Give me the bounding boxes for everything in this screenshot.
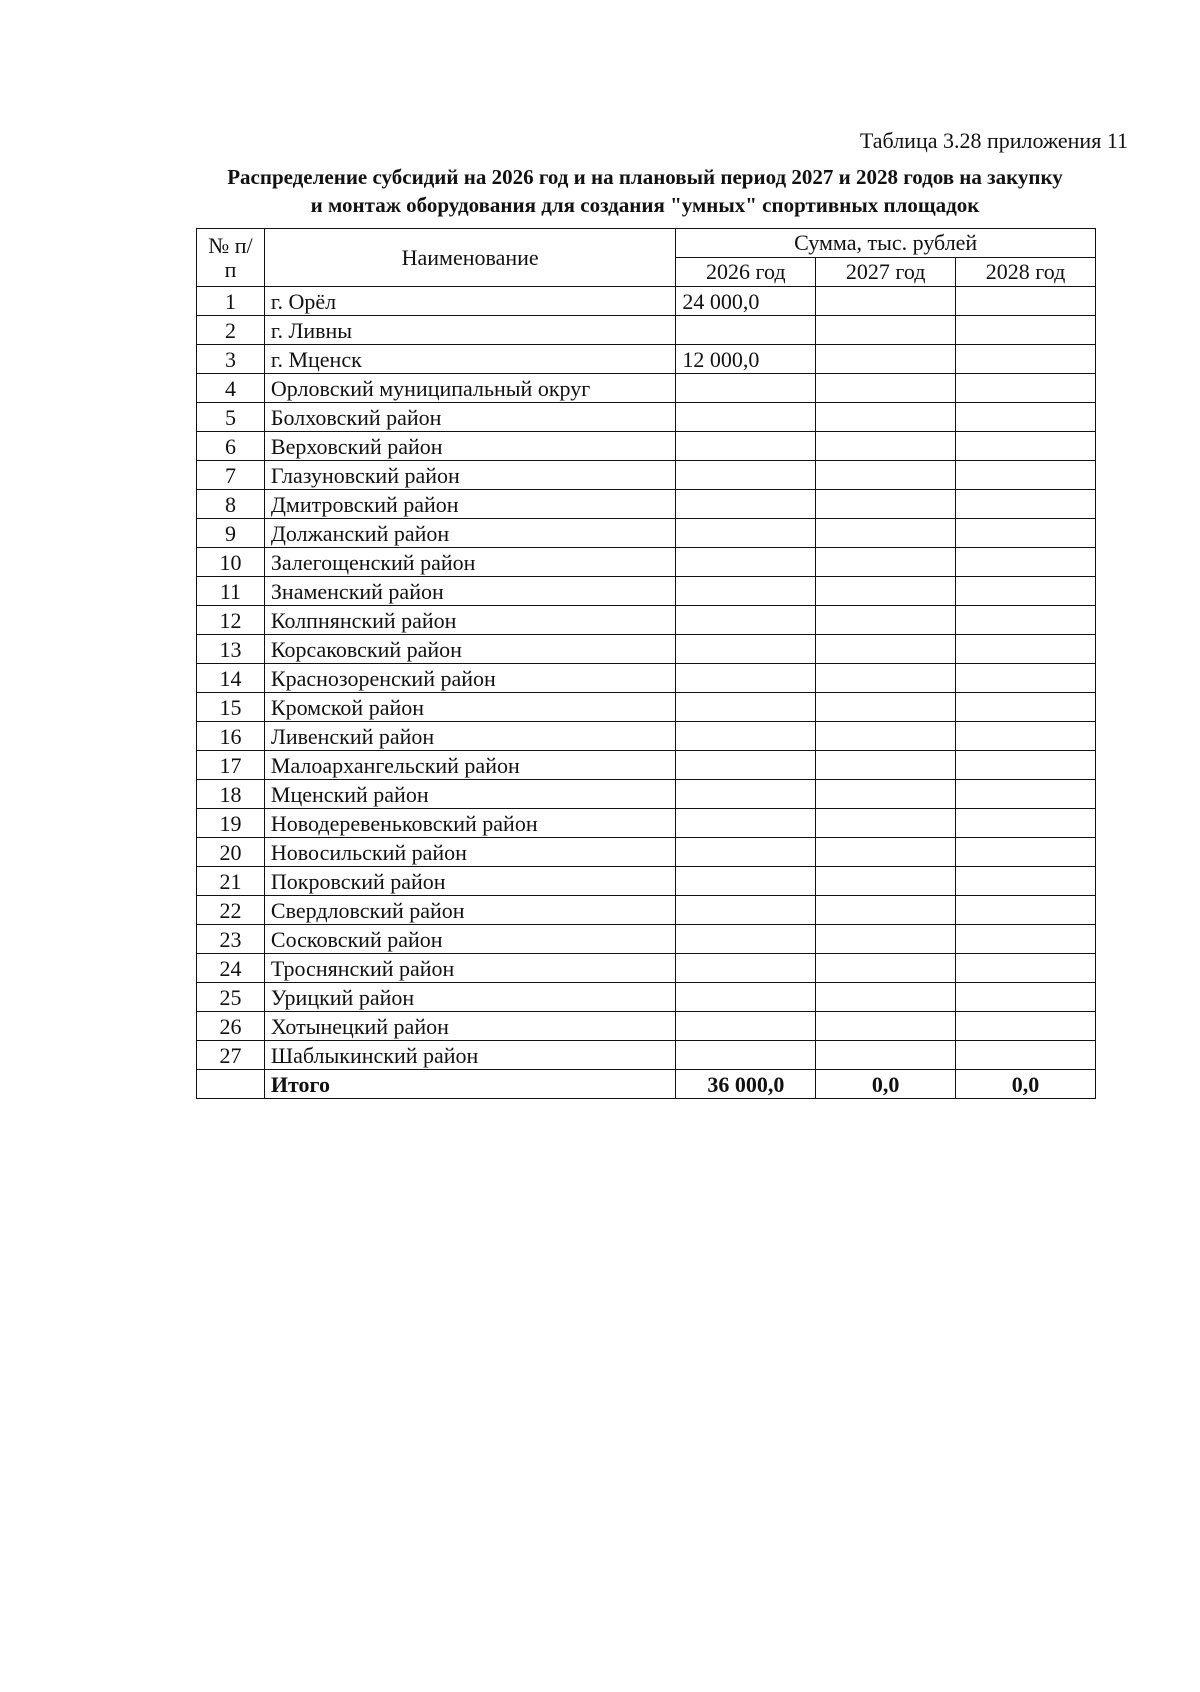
row-number: 23 <box>197 925 265 954</box>
total-row <box>197 1070 1096 1099</box>
row-name: Покровский район <box>264 867 675 896</box>
table-row <box>197 983 1096 1012</box>
row-number: 6 <box>197 432 265 461</box>
row-value-2028 <box>956 954 1096 983</box>
subsidy-table <box>196 228 1096 1099</box>
row-value-2027 <box>816 316 956 345</box>
row-value-2028 <box>956 1041 1096 1070</box>
table-row <box>197 1041 1096 1070</box>
row-value-2026 <box>676 664 816 693</box>
row-number: 12 <box>197 606 265 635</box>
row-number: 25 <box>197 983 265 1012</box>
row-number: 9 <box>197 519 265 548</box>
row-value-2026 <box>676 490 816 519</box>
row-name: Ливенский район <box>264 722 675 751</box>
row-value-2026 <box>676 925 816 954</box>
row-value-2027 <box>816 577 956 606</box>
row-value-2026 <box>676 577 816 606</box>
row-name: Урицкий район <box>264 983 675 1012</box>
row-number: 24 <box>197 954 265 983</box>
row-number: 19 <box>197 809 265 838</box>
row-value-2027 <box>816 548 956 577</box>
row-name: Глазуновский район <box>264 461 675 490</box>
row-number: 20 <box>197 838 265 867</box>
row-number: 15 <box>197 693 265 722</box>
row-value-2026 <box>676 954 816 983</box>
row-value-2028 <box>956 780 1096 809</box>
row-number: 26 <box>197 1012 265 1041</box>
row-value-2028 <box>956 316 1096 345</box>
row-number: 27 <box>197 1041 265 1070</box>
row-value-2026 <box>676 838 816 867</box>
row-name: Новодеревеньковский район <box>264 809 675 838</box>
total-2028: 0,0 <box>956 1070 1096 1099</box>
row-value-2027 <box>816 403 956 432</box>
row-name: Дмитровский район <box>264 490 675 519</box>
row-number: 10 <box>197 548 265 577</box>
table-row <box>197 374 1096 403</box>
row-value-2027 <box>816 519 956 548</box>
row-name: Новосильский район <box>264 838 675 867</box>
row-value-2028 <box>956 345 1096 374</box>
table-row <box>197 867 1096 896</box>
row-value-2026 <box>676 635 816 664</box>
row-number: 16 <box>197 722 265 751</box>
row-value-2027 <box>816 983 956 1012</box>
table-row <box>197 751 1096 780</box>
row-number: 18 <box>197 780 265 809</box>
table-row <box>197 780 1096 809</box>
row-value-2027 <box>816 606 956 635</box>
row-value-2028 <box>956 287 1096 316</box>
row-number: 4 <box>197 374 265 403</box>
row-value-2026 <box>676 519 816 548</box>
row-name: Краснозоренский район <box>264 664 675 693</box>
row-value-2028 <box>956 490 1096 519</box>
row-name: Должанский район <box>264 519 675 548</box>
row-number: 17 <box>197 751 265 780</box>
table-row <box>197 519 1096 548</box>
row-number: 13 <box>197 635 265 664</box>
table-row <box>197 316 1096 345</box>
table-row <box>197 954 1096 983</box>
row-value-2027 <box>816 1012 956 1041</box>
row-value-2026 <box>676 983 816 1012</box>
total-2027: 0,0 <box>816 1070 956 1099</box>
row-name: г. Ливны <box>264 316 675 345</box>
row-value-2027 <box>816 432 956 461</box>
row-number: 11 <box>197 577 265 606</box>
row-value-2027 <box>816 896 956 925</box>
row-value-2028 <box>956 432 1096 461</box>
row-value-2027 <box>816 287 956 316</box>
table-row <box>197 287 1096 316</box>
row-value-2026 <box>676 751 816 780</box>
table-row <box>197 896 1096 925</box>
row-value-2027 <box>816 809 956 838</box>
column-header-number: № п/п <box>197 229 265 287</box>
row-name: Мценский район <box>264 780 675 809</box>
row-value-2028 <box>956 693 1096 722</box>
row-number: 3 <box>197 345 265 374</box>
row-value-2028 <box>956 577 1096 606</box>
row-value-2028 <box>956 635 1096 664</box>
row-value-2026: 24 000,0 <box>676 287 816 316</box>
table-row <box>197 722 1096 751</box>
row-value-2026 <box>676 693 816 722</box>
title-line-2: и монтаж оборудования для создания "умных" спортивных площадок <box>310 193 980 217</box>
table-row <box>197 809 1096 838</box>
title-line-1: Распределение субсидий на 2026 год и на плановый период 2027 и 2028 годов на закупку <box>227 165 1063 189</box>
row-name: Свердловский район <box>264 896 675 925</box>
row-value-2027 <box>816 838 956 867</box>
row-number: 7 <box>197 461 265 490</box>
row-name: г. Орёл <box>264 287 675 316</box>
row-value-2028 <box>956 403 1096 432</box>
table-row <box>197 838 1096 867</box>
row-value-2027 <box>816 1041 956 1070</box>
table-row <box>197 548 1096 577</box>
row-value-2028 <box>956 896 1096 925</box>
row-value-2028 <box>956 606 1096 635</box>
row-value-2026 <box>676 809 816 838</box>
row-value-2026 <box>676 316 816 345</box>
row-number: 1 <box>197 287 265 316</box>
row-number: 22 <box>197 896 265 925</box>
row-value-2028 <box>956 519 1096 548</box>
table-reference: Таблица 3.28 приложения 11 <box>859 128 1128 153</box>
row-value-2027 <box>816 664 956 693</box>
table-row <box>197 606 1096 635</box>
row-value-2028 <box>956 664 1096 693</box>
row-value-2028 <box>956 751 1096 780</box>
table-body <box>197 287 1096 1070</box>
row-number: 14 <box>197 664 265 693</box>
row-number: 2 <box>197 316 265 345</box>
row-value-2027 <box>816 693 956 722</box>
row-value-2027 <box>816 722 956 751</box>
row-value-2028 <box>956 925 1096 954</box>
row-value-2027 <box>816 374 956 403</box>
row-value-2026 <box>676 461 816 490</box>
table-header <box>197 229 1096 287</box>
row-value-2027 <box>816 490 956 519</box>
total-number-cell <box>197 1070 265 1099</box>
row-name: Орловский муниципальный округ <box>264 374 675 403</box>
row-value-2026 <box>676 606 816 635</box>
row-value-2028 <box>956 983 1096 1012</box>
row-name: Верховский район <box>264 432 675 461</box>
row-name: Хотынецкий район <box>264 1012 675 1041</box>
row-name: Залегощенский район <box>264 548 675 577</box>
total-label: Итого <box>264 1070 675 1099</box>
row-value-2027 <box>816 635 956 664</box>
row-number: 21 <box>197 867 265 896</box>
row-value-2026 <box>676 548 816 577</box>
row-value-2026 <box>676 896 816 925</box>
row-value-2028 <box>956 461 1096 490</box>
row-value-2028 <box>956 809 1096 838</box>
row-value-2028 <box>956 548 1096 577</box>
row-name: Сосковский район <box>264 925 675 954</box>
row-value-2027 <box>816 461 956 490</box>
row-value-2026 <box>676 722 816 751</box>
row-value-2027 <box>816 780 956 809</box>
row-value-2027 <box>816 345 956 374</box>
table-row <box>197 664 1096 693</box>
table-row <box>197 432 1096 461</box>
total-2026: 36 000,0 <box>676 1070 816 1099</box>
table-row <box>197 1012 1096 1041</box>
row-value-2026 <box>676 1012 816 1041</box>
row-name: Знаменский район <box>264 577 675 606</box>
row-name: Кромской район <box>264 693 675 722</box>
row-value-2026 <box>676 1041 816 1070</box>
column-header-2028: 2028 год <box>956 258 1096 287</box>
column-header-2026: 2026 год <box>676 258 816 287</box>
document-title <box>150 163 1140 219</box>
row-value-2028 <box>956 838 1096 867</box>
row-value-2026 <box>676 867 816 896</box>
row-name: Малоархангельский район <box>264 751 675 780</box>
row-name: Болховский район <box>264 403 675 432</box>
row-value-2027 <box>816 751 956 780</box>
row-value-2026 <box>676 432 816 461</box>
row-value-2027 <box>816 867 956 896</box>
row-value-2027 <box>816 925 956 954</box>
column-header-2027: 2027 год <box>816 258 956 287</box>
row-number: 8 <box>197 490 265 519</box>
row-value-2027 <box>816 954 956 983</box>
row-value-2028 <box>956 722 1096 751</box>
row-name: Троснянский район <box>264 954 675 983</box>
row-value-2028 <box>956 374 1096 403</box>
row-value-2026: 12 000,0 <box>676 345 816 374</box>
table-row <box>197 490 1096 519</box>
table-row <box>197 577 1096 606</box>
row-value-2028 <box>956 1012 1096 1041</box>
table-row <box>197 345 1096 374</box>
row-name: Колпнянский район <box>264 606 675 635</box>
row-number: 5 <box>197 403 265 432</box>
table-row <box>197 635 1096 664</box>
row-value-2026 <box>676 780 816 809</box>
row-value-2028 <box>956 867 1096 896</box>
row-value-2026 <box>676 374 816 403</box>
column-header-name: Наименование <box>264 229 675 287</box>
row-value-2026 <box>676 403 816 432</box>
row-name: Шаблыкинский район <box>264 1041 675 1070</box>
table-row <box>197 693 1096 722</box>
column-header-sum: Сумма, тыс. рублей <box>676 229 1096 258</box>
table-row <box>197 403 1096 432</box>
table-row <box>197 925 1096 954</box>
table-row <box>197 461 1096 490</box>
row-name: Корсаковский район <box>264 635 675 664</box>
row-name: г. Мценск <box>264 345 675 374</box>
